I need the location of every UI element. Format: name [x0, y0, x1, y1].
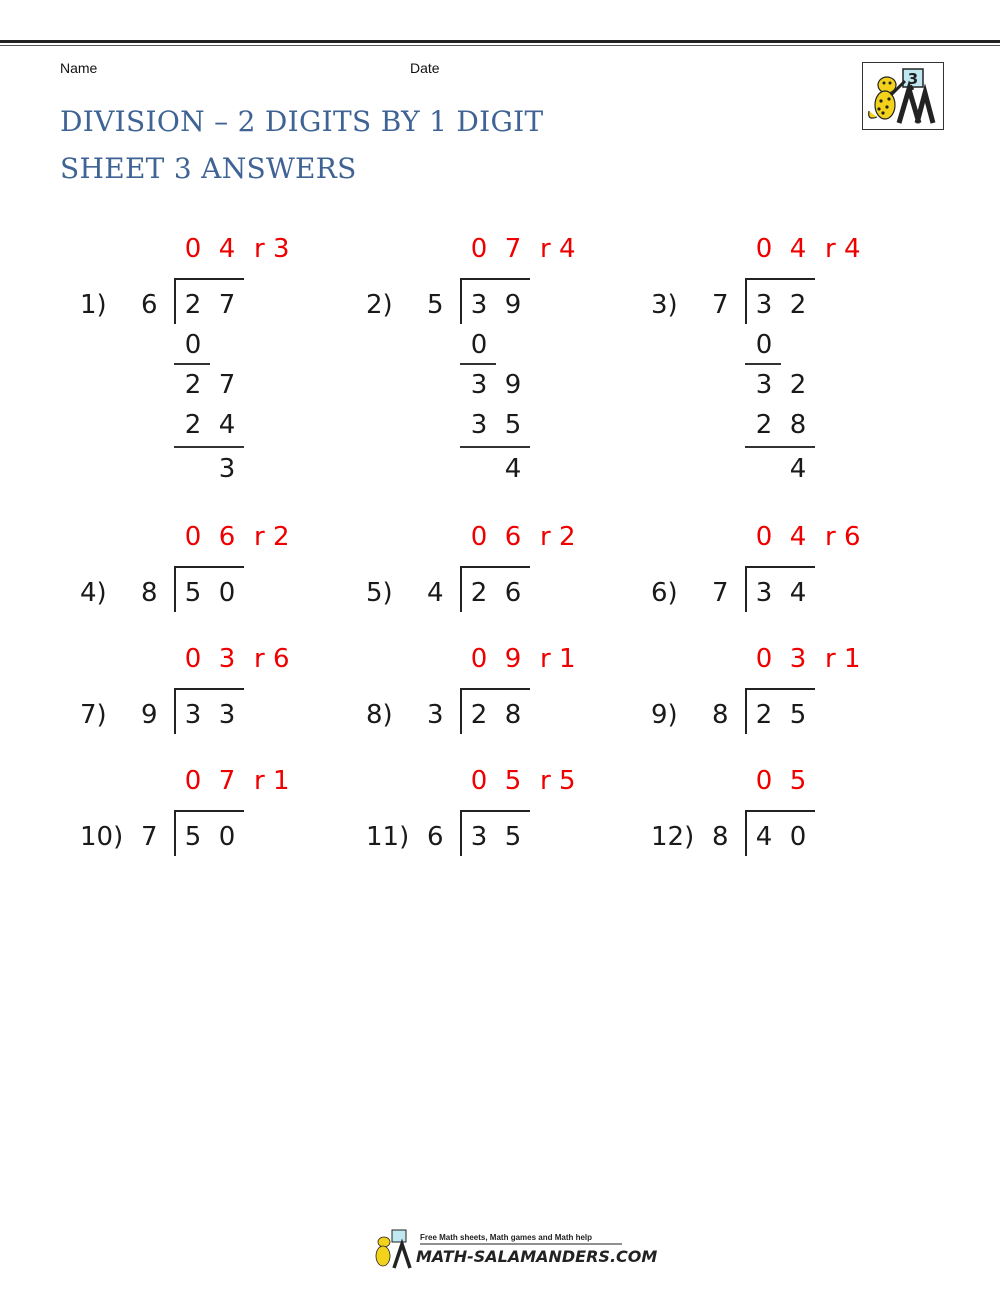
- work-digit: 9: [504, 370, 522, 400]
- dividend-digit: 0: [218, 578, 236, 608]
- quotient-digit: 5: [789, 766, 807, 796]
- work-digit: 2: [184, 410, 202, 440]
- dividend-digit: 5: [184, 822, 202, 852]
- division-bar: [460, 688, 530, 690]
- dividend-digit: 8: [504, 700, 522, 730]
- work-digit: 3: [470, 370, 488, 400]
- division-bar: [174, 566, 244, 568]
- top-rule: [0, 40, 1000, 43]
- dividend-digit: 5: [184, 578, 202, 608]
- subtraction-line: [745, 446, 815, 448]
- quotient-digit: 0: [470, 644, 488, 674]
- work-digit: 3: [218, 454, 236, 484]
- dividend-digit: 3: [470, 290, 488, 320]
- subtraction-line: [745, 363, 781, 365]
- division-bar: [745, 688, 815, 690]
- quotient-digit: 0: [184, 234, 202, 264]
- divisor: 4: [427, 578, 444, 608]
- division-problem: [651, 766, 911, 1102]
- work-digit: 2: [184, 370, 202, 400]
- remainder: r 1: [540, 644, 576, 674]
- divisor: 8: [141, 578, 158, 608]
- remainder: r 5: [540, 766, 576, 796]
- division-bar: [745, 566, 815, 568]
- divisor: 6: [427, 822, 444, 852]
- work-digit: 5: [504, 410, 522, 440]
- quotient-digit: 0: [755, 644, 773, 674]
- remainder: r 6: [254, 644, 290, 674]
- dividend-digit: 5: [789, 700, 807, 730]
- quotient-digit: 0: [184, 522, 202, 552]
- quotient-digit: 0: [184, 644, 202, 674]
- work-digit: 0: [470, 330, 488, 360]
- quotient-digit: 4: [789, 522, 807, 552]
- problem-number: 4): [80, 578, 107, 608]
- math-salamanders-logo-icon: [372, 1228, 658, 1270]
- problem-number: 6): [651, 578, 678, 608]
- division-bracket: [460, 690, 462, 734]
- quotient-digit: 7: [504, 234, 522, 264]
- remainder: r 3: [254, 234, 290, 264]
- divisor: 8: [712, 700, 729, 730]
- footer-tagline: Free Math sheets, Math games and Math help: [420, 1233, 593, 1242]
- dividend-digit: 3: [218, 700, 236, 730]
- problem-number: 2): [366, 290, 393, 320]
- quotient-digit: 6: [504, 522, 522, 552]
- work-digit: 7: [218, 370, 236, 400]
- dividend-digit: 2: [755, 700, 773, 730]
- remainder: r 4: [540, 234, 576, 264]
- division-bracket: [174, 280, 176, 324]
- division-bar: [460, 810, 530, 812]
- division-problem: [80, 234, 340, 570]
- quotient-digit: 0: [470, 522, 488, 552]
- division-bar: [174, 688, 244, 690]
- work-digit: 2: [789, 370, 807, 400]
- date-label: Date: [410, 60, 440, 76]
- subtraction-line: [460, 446, 530, 448]
- work-digit: 3: [755, 370, 773, 400]
- work-digit: 3: [470, 410, 488, 440]
- salamander-3-icon: [862, 62, 944, 130]
- name-label: Name: [60, 60, 98, 76]
- work-digit: 0: [755, 330, 773, 360]
- dividend-digit: 2: [470, 700, 488, 730]
- dividend-digit: 3: [470, 822, 488, 852]
- quotient-digit: 0: [184, 766, 202, 796]
- problem-number: 10): [80, 822, 124, 852]
- quotient-digit: 9: [504, 644, 522, 674]
- dividend-digit: 0: [218, 822, 236, 852]
- dividend-digit: 6: [504, 578, 522, 608]
- subtraction-line: [174, 363, 210, 365]
- division-bar: [745, 278, 815, 280]
- division-problem: [366, 234, 626, 570]
- quotient-digit: 5: [504, 766, 522, 796]
- remainder: r 4: [825, 234, 861, 264]
- division-bar: [174, 278, 244, 280]
- quotient-digit: 0: [755, 234, 773, 264]
- worksheet-title: DIVISION – 2 DIGITS BY 1 DIGIT: [60, 105, 544, 138]
- work-digit: 8: [789, 410, 807, 440]
- division-bracket: [460, 280, 462, 324]
- divisor: 3: [427, 700, 444, 730]
- quotient-digit: 7: [218, 766, 236, 796]
- problem-number: 7): [80, 700, 107, 730]
- division-bracket: [745, 280, 747, 324]
- divisor: 6: [141, 290, 158, 320]
- division-bar: [745, 810, 815, 812]
- remainder: r 1: [825, 644, 861, 674]
- subtraction-line: [460, 363, 496, 365]
- division-bracket: [745, 568, 747, 612]
- divisor: 8: [712, 822, 729, 852]
- remainder: r 2: [254, 522, 290, 552]
- logo-number: 3: [907, 70, 919, 88]
- subtraction-line: [174, 446, 244, 448]
- problem-number: 5): [366, 578, 393, 608]
- remainder: r 1: [254, 766, 290, 796]
- top-rule-thin: [0, 45, 1000, 46]
- dividend-digit: 3: [184, 700, 202, 730]
- work-digit: 2: [755, 410, 773, 440]
- quotient-digit: 4: [789, 234, 807, 264]
- divisor: 7: [712, 578, 729, 608]
- division-bracket: [745, 690, 747, 734]
- dividend-digit: 9: [504, 290, 522, 320]
- dividend-digit: 2: [184, 290, 202, 320]
- remainder: r 6: [825, 522, 861, 552]
- division-problem: [651, 234, 911, 570]
- division-bracket: [460, 812, 462, 856]
- dividend-digit: 3: [755, 290, 773, 320]
- dividend-digit: 0: [789, 822, 807, 852]
- division-problem: [366, 766, 626, 1102]
- division-bar: [460, 278, 530, 280]
- quotient-digit: 4: [218, 234, 236, 264]
- division-problem: [80, 766, 340, 1102]
- quotient-digit: 0: [755, 766, 773, 796]
- divisor: 9: [141, 700, 158, 730]
- dividend-digit: 2: [470, 578, 488, 608]
- quotient-digit: 0: [755, 522, 773, 552]
- quotient-digit: 0: [470, 234, 488, 264]
- division-bracket: [174, 690, 176, 734]
- quotient-digit: 0: [470, 766, 488, 796]
- problem-number: 9): [651, 700, 678, 730]
- work-digit: 4: [789, 454, 807, 484]
- dividend-digit: 5: [504, 822, 522, 852]
- division-bracket: [174, 568, 176, 612]
- problem-number: 11): [366, 822, 410, 852]
- problem-number: 12): [651, 822, 695, 852]
- work-digit: 4: [218, 410, 236, 440]
- problem-number: 1): [80, 290, 107, 320]
- division-bracket: [745, 812, 747, 856]
- dividend-digit: 3: [755, 578, 773, 608]
- problem-number: 3): [651, 290, 678, 320]
- division-bar: [460, 566, 530, 568]
- quotient-digit: 3: [789, 644, 807, 674]
- divisor: 7: [712, 290, 729, 320]
- work-digit: 4: [504, 454, 522, 484]
- dividend-digit: 2: [789, 290, 807, 320]
- footer-site: MATH-SALAMANDERS.COM: [416, 1247, 658, 1266]
- work-digit: 0: [184, 330, 202, 360]
- divisor: 7: [141, 822, 158, 852]
- division-bar: [174, 810, 244, 812]
- dividend-digit: 4: [755, 822, 773, 852]
- division-bracket: [174, 812, 176, 856]
- dividend-digit: 7: [218, 290, 236, 320]
- problem-number: 8): [366, 700, 393, 730]
- worksheet-subtitle: SHEET 3 ANSWERS: [60, 152, 357, 185]
- dividend-digit: 4: [789, 578, 807, 608]
- quotient-digit: 3: [218, 644, 236, 674]
- remainder: r 2: [540, 522, 576, 552]
- divisor: 5: [427, 290, 444, 320]
- division-bracket: [460, 568, 462, 612]
- quotient-digit: 6: [218, 522, 236, 552]
